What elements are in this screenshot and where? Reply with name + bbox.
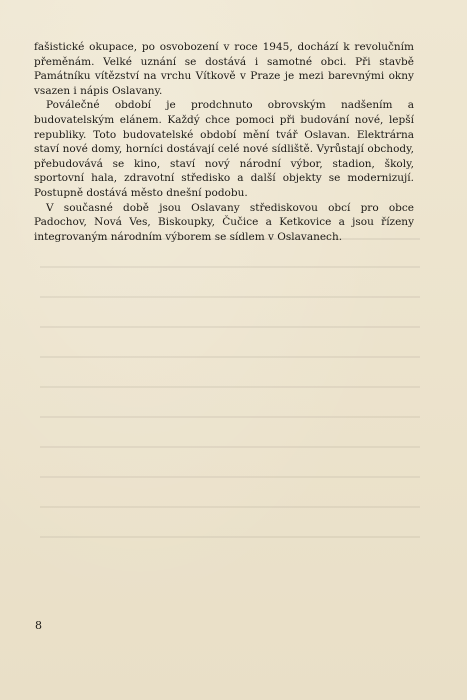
bleed-through-line (40, 296, 420, 298)
body-text (34, 40, 414, 244)
bleed-through-line (40, 416, 420, 418)
bleed-through-line (40, 356, 420, 358)
bleed-through-line (40, 476, 420, 478)
paragraph: fašistické okupace, po osvobození v roce 1945, dochází k revolučním přeměnám. Velké uznání se dostává i samotné obci. Při stavbě Památníku vítězství na vrchu Vítkově v Praze je mezi barevnými okny vsazen i nápis Oslavany. (34, 41, 414, 97)
bleed-through-line (40, 326, 420, 328)
paragraph: Poválečné období je prodchnuto obrovským nadšením a budovatelským elánem. Každý chce pomoci při budování nové, lepší republiky. Toto budovatelské období mění tvář Oslavan. Elektrárna staví nové domy, horníci dostávají celé nové sídliště. Vyrůstají obchody, přebudovává se kino, staví nový národní výbor, stadion, školy, sportovní hala, zdravotní středisko a další objekty se modernizují. Postupně dostává město dnešní podobu. (34, 99, 414, 199)
bleed-through-line (40, 446, 420, 448)
bleed-through-line (40, 386, 420, 388)
bleed-through-line (40, 266, 420, 268)
page-number: 8 (35, 619, 42, 632)
bleed-through-line (40, 536, 420, 538)
paragraph: V současné době jsou Oslavany střediskovou obcí pro obce Padochov, Nová Ves, Biskoupky, Čučice a Ketkovice a jsou řízeny integrovaným národním výborem se sídlem v Oslavanech. (34, 201, 414, 243)
bleed-through-line (40, 506, 420, 508)
